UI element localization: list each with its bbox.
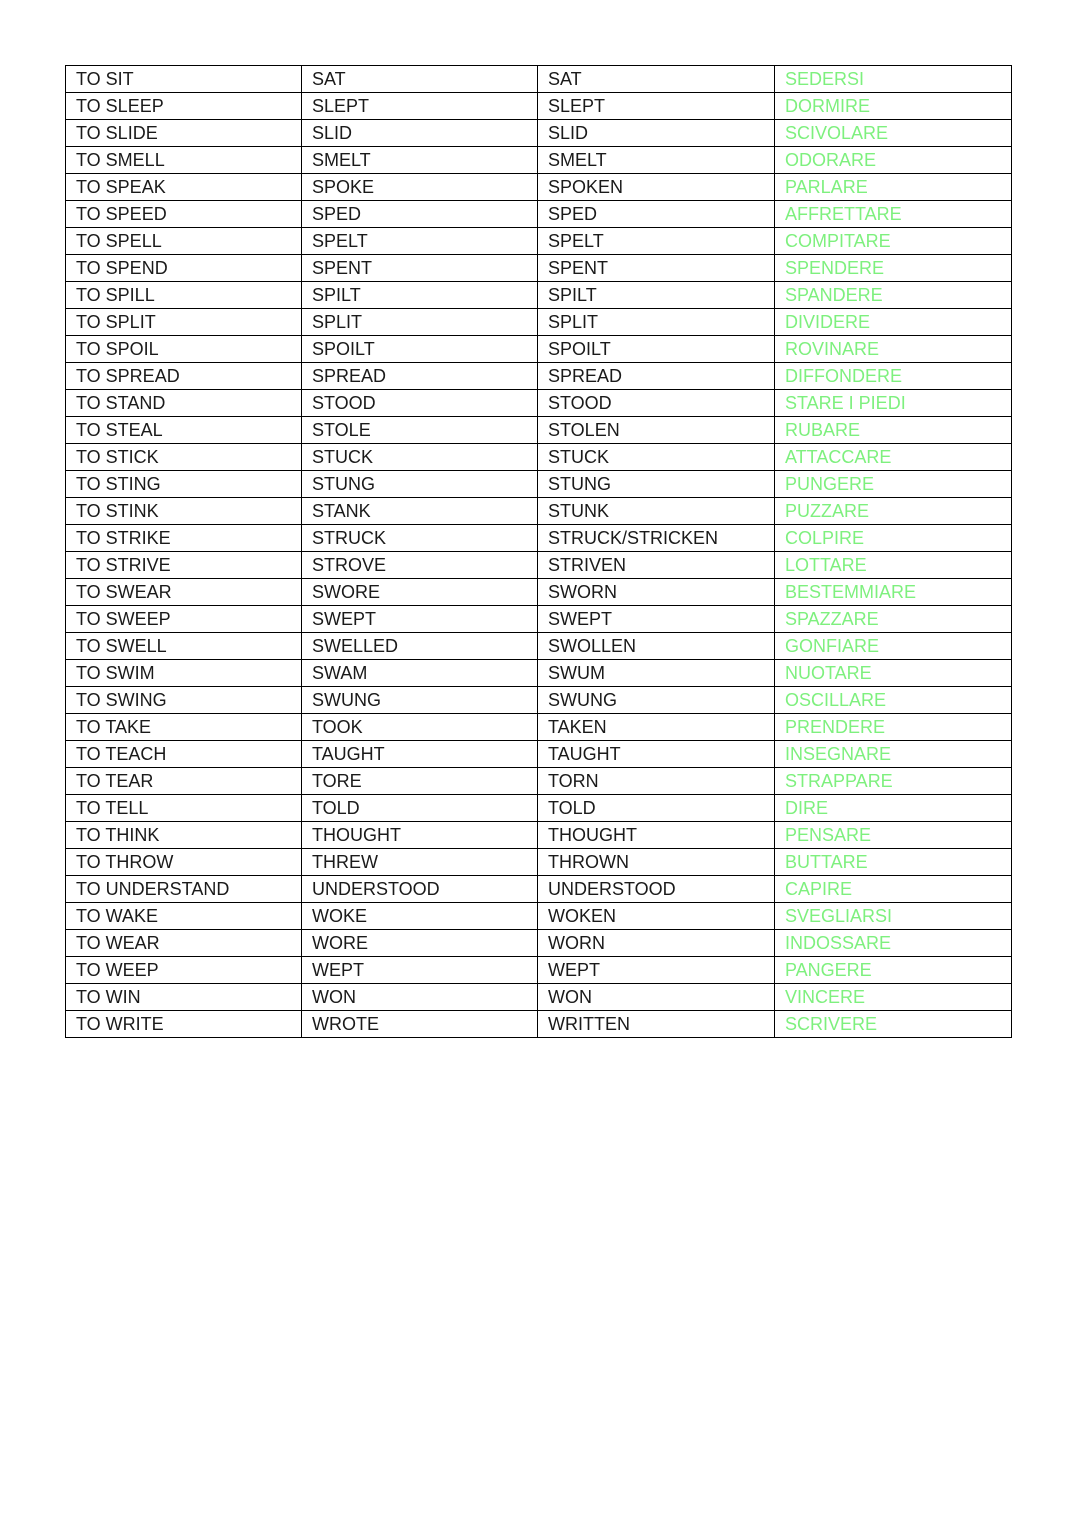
past-simple-cell: SWORE — [302, 579, 538, 606]
infinitive-cell: TO SPOIL — [66, 336, 302, 363]
infinitive-cell: TO STAND — [66, 390, 302, 417]
past-simple-cell: SLEPT — [302, 93, 538, 120]
infinitive-cell: TO SIT — [66, 66, 302, 93]
past-participle-cell: SLEPT — [538, 93, 775, 120]
past-simple-cell: SWUNG — [302, 687, 538, 714]
infinitive-cell: TO SPLIT — [66, 309, 302, 336]
translation-cell: PRENDERE — [775, 714, 1012, 741]
past-simple-cell: STANK — [302, 498, 538, 525]
infinitive-cell: TO UNDERSTAND — [66, 876, 302, 903]
past-participle-cell: SPLIT — [538, 309, 775, 336]
past-simple-cell: STOOD — [302, 390, 538, 417]
table-row — [66, 309, 1012, 336]
translation-cell: STARE I PIEDI — [775, 390, 1012, 417]
table-row — [66, 255, 1012, 282]
translation-cell: VINCERE — [775, 984, 1012, 1011]
translation-cell: PUNGERE — [775, 471, 1012, 498]
past-participle-cell: WRITTEN — [538, 1011, 775, 1038]
table-row — [66, 849, 1012, 876]
past-participle-cell: UNDERSTOOD — [538, 876, 775, 903]
translation-cell: ATTACCARE — [775, 444, 1012, 471]
infinitive-cell: TO TELL — [66, 795, 302, 822]
past-simple-cell: SPLIT — [302, 309, 538, 336]
past-simple-cell: WORE — [302, 930, 538, 957]
translation-cell: RUBARE — [775, 417, 1012, 444]
verb-table-body — [66, 66, 1012, 1038]
infinitive-cell: TO TEAR — [66, 768, 302, 795]
translation-cell: ODORARE — [775, 147, 1012, 174]
past-simple-cell: WON — [302, 984, 538, 1011]
past-simple-cell: WROTE — [302, 1011, 538, 1038]
past-simple-cell: TOOK — [302, 714, 538, 741]
table-row — [66, 417, 1012, 444]
past-simple-cell: SPED — [302, 201, 538, 228]
table-row — [66, 633, 1012, 660]
past-simple-cell: SLID — [302, 120, 538, 147]
past-simple-cell: TOLD — [302, 795, 538, 822]
past-simple-cell: SPREAD — [302, 363, 538, 390]
past-participle-cell: SMELT — [538, 147, 775, 174]
infinitive-cell: TO SPREAD — [66, 363, 302, 390]
table-row — [66, 957, 1012, 984]
infinitive-cell: TO STINK — [66, 498, 302, 525]
translation-cell: PANGERE — [775, 957, 1012, 984]
past-simple-cell: STRUCK — [302, 525, 538, 552]
past-simple-cell: SPELT — [302, 228, 538, 255]
translation-cell: SCIVOLARE — [775, 120, 1012, 147]
table-row — [66, 147, 1012, 174]
past-simple-cell: UNDERSTOOD — [302, 876, 538, 903]
translation-cell: PUZZARE — [775, 498, 1012, 525]
translation-cell: PENSARE — [775, 822, 1012, 849]
past-participle-cell: SWEPT — [538, 606, 775, 633]
table-row — [66, 552, 1012, 579]
table-row — [66, 930, 1012, 957]
past-simple-cell: SPOILT — [302, 336, 538, 363]
past-participle-cell: SPED — [538, 201, 775, 228]
translation-cell: DIFFONDERE — [775, 363, 1012, 390]
table-row — [66, 714, 1012, 741]
past-participle-cell: THROWN — [538, 849, 775, 876]
infinitive-cell: TO SMELL — [66, 147, 302, 174]
past-participle-cell: STOOD — [538, 390, 775, 417]
past-simple-cell: STUCK — [302, 444, 538, 471]
past-participle-cell: TAKEN — [538, 714, 775, 741]
translation-cell: SPAZZARE — [775, 606, 1012, 633]
past-simple-cell: WEPT — [302, 957, 538, 984]
past-participle-cell: SWUNG — [538, 687, 775, 714]
past-simple-cell: SPOKE — [302, 174, 538, 201]
infinitive-cell: TO STRIKE — [66, 525, 302, 552]
table-row — [66, 498, 1012, 525]
infinitive-cell: TO SPEED — [66, 201, 302, 228]
translation-cell: ROVINARE — [775, 336, 1012, 363]
past-participle-cell: STUNK — [538, 498, 775, 525]
translation-cell: BUTTARE — [775, 849, 1012, 876]
infinitive-cell: TO THROW — [66, 849, 302, 876]
past-simple-cell: WOKE — [302, 903, 538, 930]
infinitive-cell: TO STEAL — [66, 417, 302, 444]
infinitive-cell: TO STRIVE — [66, 552, 302, 579]
infinitive-cell: TO SPILL — [66, 282, 302, 309]
past-simple-cell: SMELT — [302, 147, 538, 174]
table-row — [66, 876, 1012, 903]
table-row — [66, 336, 1012, 363]
translation-cell: SPANDERE — [775, 282, 1012, 309]
infinitive-cell: TO STING — [66, 471, 302, 498]
past-participle-cell: TAUGHT — [538, 741, 775, 768]
infinitive-cell: TO TEACH — [66, 741, 302, 768]
past-participle-cell: SPREAD — [538, 363, 775, 390]
infinitive-cell: TO WEAR — [66, 930, 302, 957]
infinitive-cell: TO SWEEP — [66, 606, 302, 633]
past-participle-cell: SPILT — [538, 282, 775, 309]
past-participle-cell: SPOKEN — [538, 174, 775, 201]
past-simple-cell: STROVE — [302, 552, 538, 579]
table-row — [66, 363, 1012, 390]
past-participle-cell: SPOILT — [538, 336, 775, 363]
table-row — [66, 795, 1012, 822]
infinitive-cell: TO STICK — [66, 444, 302, 471]
translation-cell: BESTEMMIARE — [775, 579, 1012, 606]
translation-cell: AFFRETTARE — [775, 201, 1012, 228]
infinitive-cell: TO WIN — [66, 984, 302, 1011]
past-simple-cell: TAUGHT — [302, 741, 538, 768]
infinitive-cell: TO SWELL — [66, 633, 302, 660]
past-participle-cell: STRUCK/STRICKEN — [538, 525, 775, 552]
table-row — [66, 606, 1012, 633]
translation-cell: SEDERSI — [775, 66, 1012, 93]
past-simple-cell: SWEPT — [302, 606, 538, 633]
past-simple-cell: TORE — [302, 768, 538, 795]
translation-cell: STRAPPARE — [775, 768, 1012, 795]
past-participle-cell: SAT — [538, 66, 775, 93]
translation-cell: INSEGNARE — [775, 741, 1012, 768]
infinitive-cell: TO WEEP — [66, 957, 302, 984]
translation-cell: SPENDERE — [775, 255, 1012, 282]
past-participle-cell: WON — [538, 984, 775, 1011]
past-simple-cell: SAT — [302, 66, 538, 93]
past-participle-cell: TORN — [538, 768, 775, 795]
infinitive-cell: TO SPEND — [66, 255, 302, 282]
infinitive-cell: TO SWING — [66, 687, 302, 714]
infinitive-cell: TO SLEEP — [66, 93, 302, 120]
table-row — [66, 282, 1012, 309]
translation-cell: DIVIDERE — [775, 309, 1012, 336]
infinitive-cell: TO WRITE — [66, 1011, 302, 1038]
irregular-verbs-table — [65, 65, 1012, 1038]
table-row — [66, 444, 1012, 471]
table-row — [66, 579, 1012, 606]
table-row — [66, 93, 1012, 120]
translation-cell: NUOTARE — [775, 660, 1012, 687]
past-participle-cell: WEPT — [538, 957, 775, 984]
translation-cell: OSCILLARE — [775, 687, 1012, 714]
table-row — [66, 201, 1012, 228]
past-participle-cell: SLID — [538, 120, 775, 147]
infinitive-cell: TO SPELL — [66, 228, 302, 255]
translation-cell: COLPIRE — [775, 525, 1012, 552]
translation-cell: CAPIRE — [775, 876, 1012, 903]
table-row — [66, 660, 1012, 687]
past-participle-cell: SWOLLEN — [538, 633, 775, 660]
infinitive-cell: TO TAKE — [66, 714, 302, 741]
past-participle-cell: SPELT — [538, 228, 775, 255]
table-row — [66, 822, 1012, 849]
infinitive-cell: TO SWEAR — [66, 579, 302, 606]
past-simple-cell: THREW — [302, 849, 538, 876]
past-participle-cell: THOUGHT — [538, 822, 775, 849]
infinitive-cell: TO SLIDE — [66, 120, 302, 147]
table-row — [66, 390, 1012, 417]
translation-cell: PARLARE — [775, 174, 1012, 201]
past-simple-cell: SPILT — [302, 282, 538, 309]
table-row — [66, 1011, 1012, 1038]
table-row — [66, 120, 1012, 147]
past-simple-cell: STUNG — [302, 471, 538, 498]
past-participle-cell: STUCK — [538, 444, 775, 471]
table-row — [66, 741, 1012, 768]
past-participle-cell: WORN — [538, 930, 775, 957]
past-participle-cell: STOLEN — [538, 417, 775, 444]
table-row — [66, 471, 1012, 498]
infinitive-cell: TO SPEAK — [66, 174, 302, 201]
table-row — [66, 174, 1012, 201]
past-participle-cell: WOKEN — [538, 903, 775, 930]
past-participle-cell: SPENT — [538, 255, 775, 282]
table-row — [66, 984, 1012, 1011]
infinitive-cell: TO SWIM — [66, 660, 302, 687]
table-row — [66, 228, 1012, 255]
table-row — [66, 66, 1012, 93]
table-row — [66, 687, 1012, 714]
past-participle-cell: TOLD — [538, 795, 775, 822]
past-simple-cell: SPENT — [302, 255, 538, 282]
past-participle-cell: STUNG — [538, 471, 775, 498]
translation-cell: DORMIRE — [775, 93, 1012, 120]
past-participle-cell: SWUM — [538, 660, 775, 687]
translation-cell: COMPITARE — [775, 228, 1012, 255]
translation-cell: SVEGLIARSI — [775, 903, 1012, 930]
past-participle-cell: STRIVEN — [538, 552, 775, 579]
translation-cell: SCRIVERE — [775, 1011, 1012, 1038]
infinitive-cell: TO THINK — [66, 822, 302, 849]
past-simple-cell: SWAM — [302, 660, 538, 687]
past-participle-cell: SWORN — [538, 579, 775, 606]
table-row — [66, 525, 1012, 552]
translation-cell: INDOSSARE — [775, 930, 1012, 957]
past-simple-cell: SWELLED — [302, 633, 538, 660]
table-row — [66, 768, 1012, 795]
infinitive-cell: TO WAKE — [66, 903, 302, 930]
translation-cell: GONFIARE — [775, 633, 1012, 660]
translation-cell: DIRE — [775, 795, 1012, 822]
translation-cell: LOTTARE — [775, 552, 1012, 579]
table-row — [66, 903, 1012, 930]
past-simple-cell: STOLE — [302, 417, 538, 444]
past-simple-cell: THOUGHT — [302, 822, 538, 849]
